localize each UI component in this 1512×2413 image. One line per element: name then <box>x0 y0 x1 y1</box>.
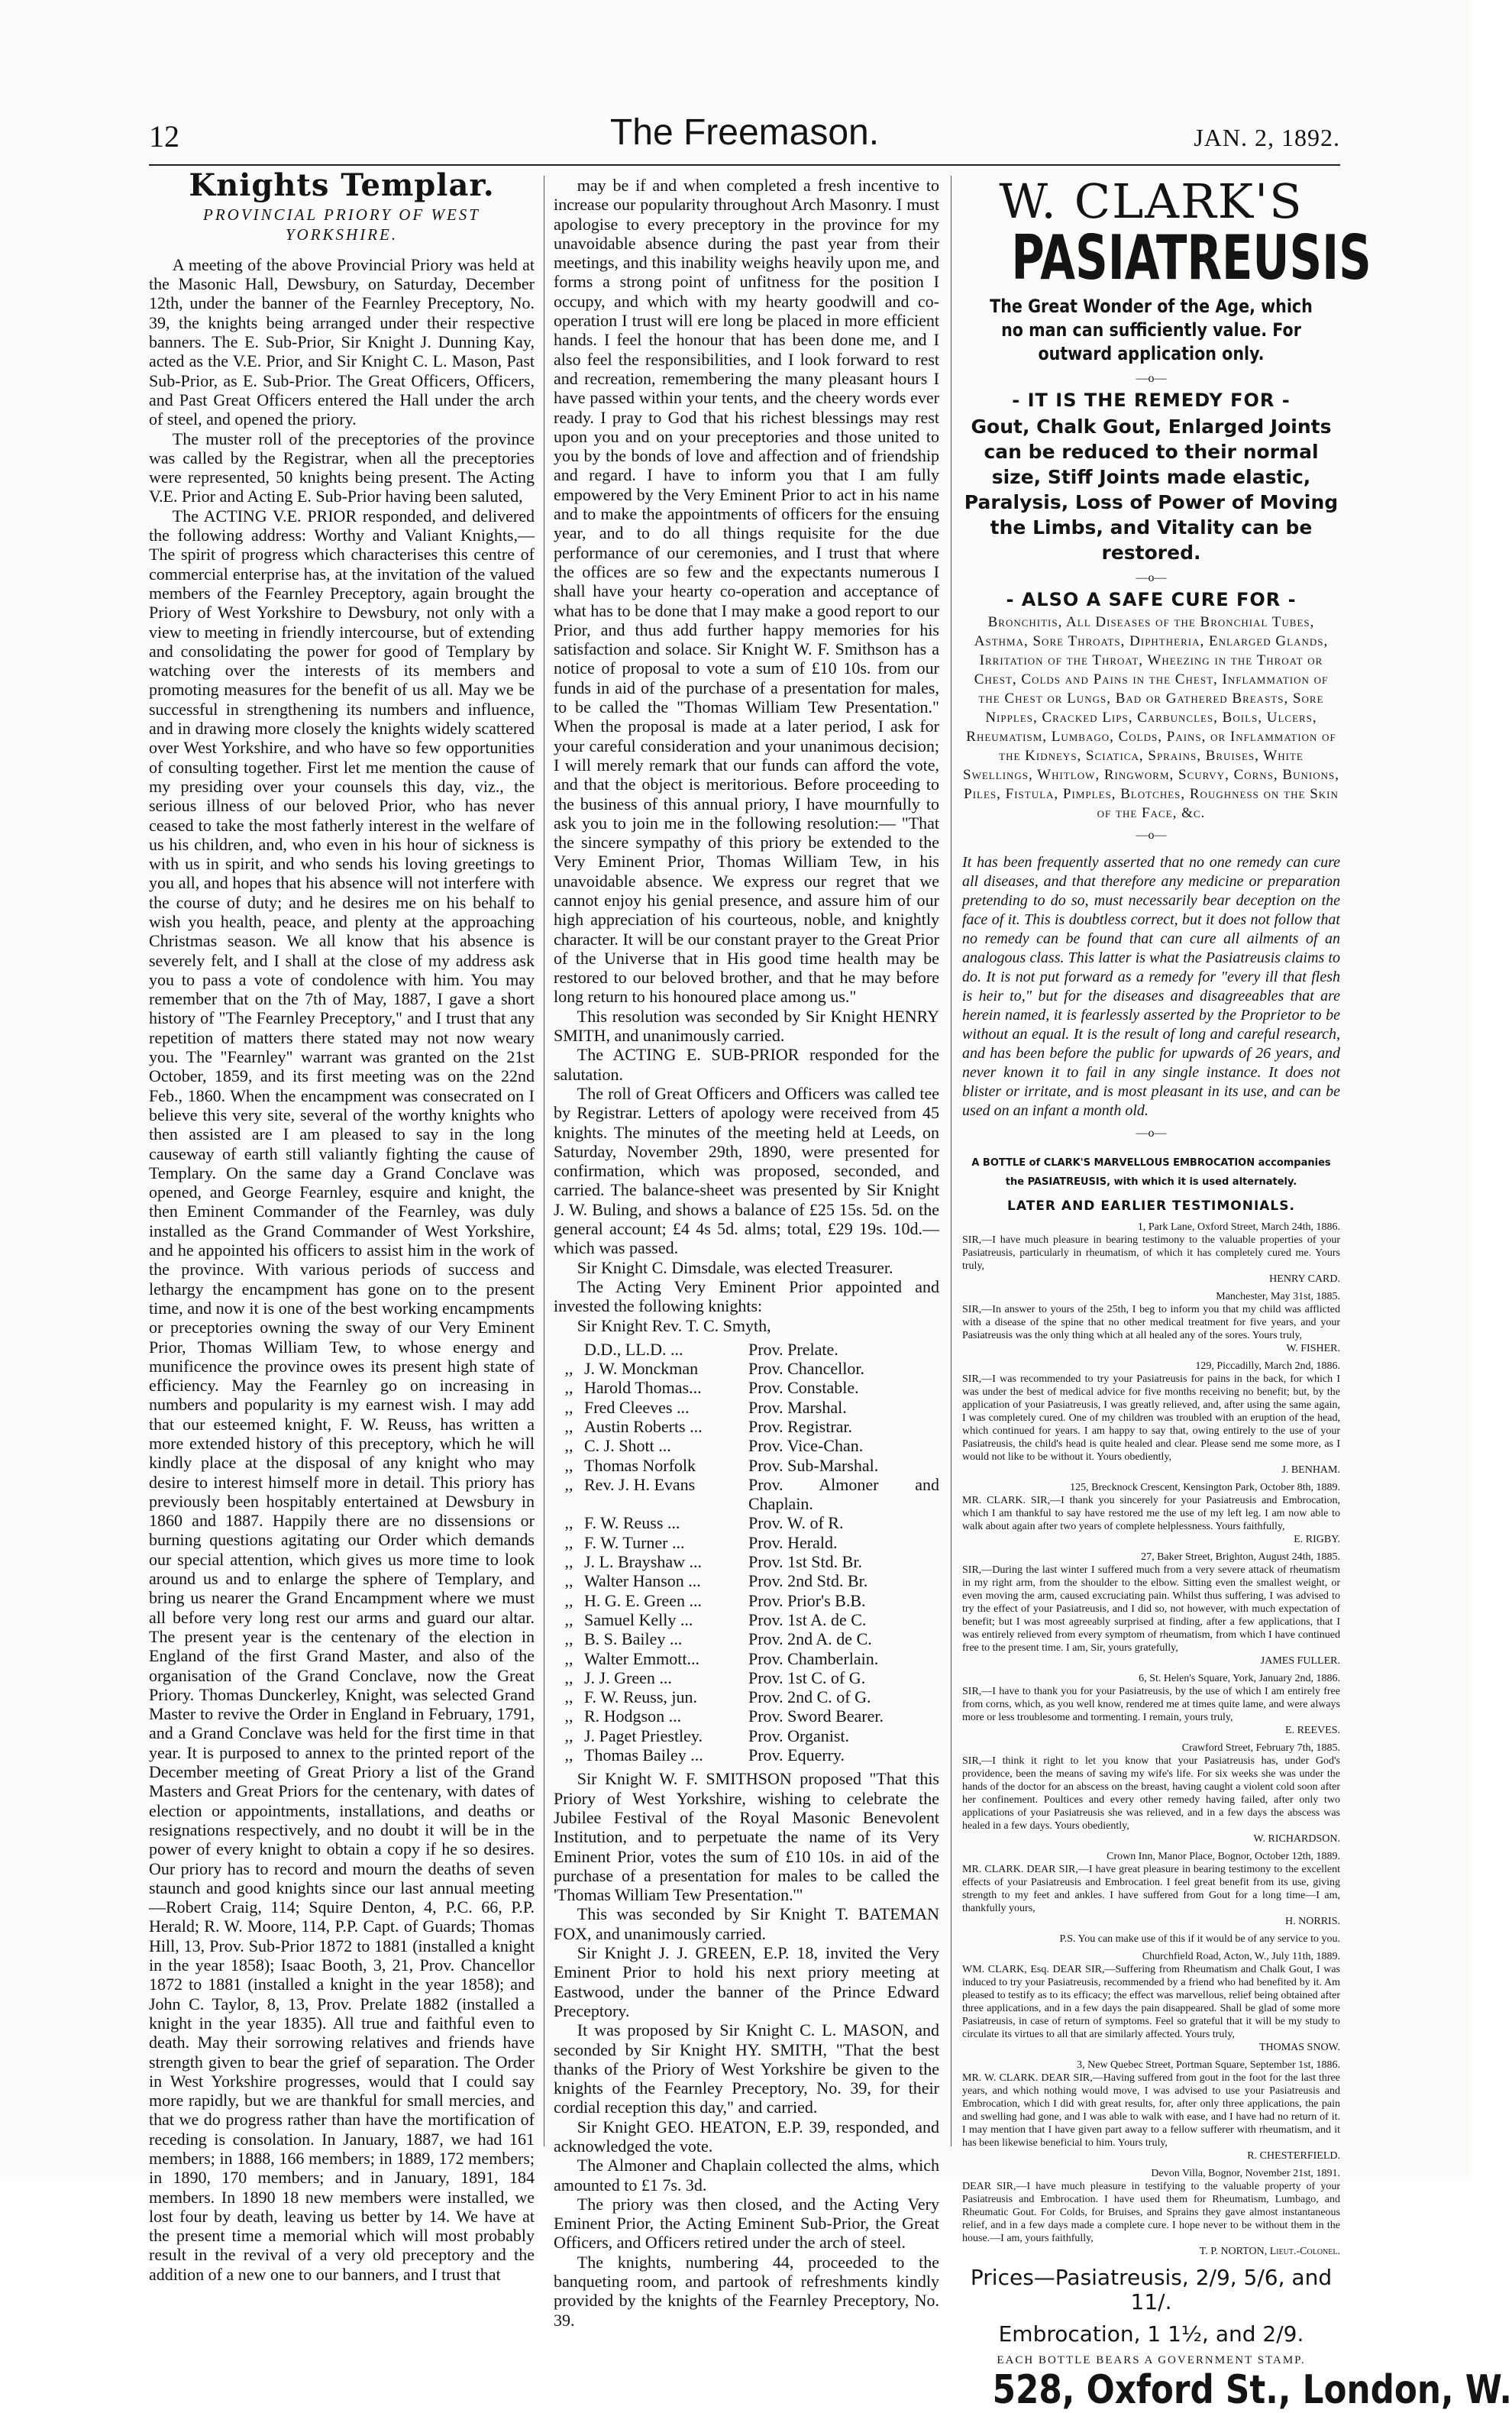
article-paragraph: The priory was then closed, and the Acting Very Eminent Prior, the Acting Eminent Sub-Prior, the Great Officers, and Officers retired under the arch of steel. <box>554 2194 939 2253</box>
testimonial-address: Devon Villa, Bognor, November 21st, 1891. <box>1151 2167 1340 2179</box>
officer-ditto-mark: ,, <box>564 1609 573 1629</box>
testimonial <box>962 1850 1340 1928</box>
testimonial <box>962 1481 1340 1546</box>
embrocation-price-line: Embrocation, 1 1½, and 2/9. <box>998 2321 1304 2347</box>
officer-office: Prov. 1st Std. Br. <box>748 1552 862 1572</box>
officer-ditto-mark: ,, <box>564 1474 573 1494</box>
advert-maker: W. CLARK'S <box>999 173 1304 229</box>
officer-row <box>554 1552 939 1571</box>
testimonial-signature: JAMES FULLER. <box>1260 1654 1340 1667</box>
officer-ditto-mark: ,, <box>564 1532 573 1552</box>
officer-ditto-mark <box>554 1340 584 1359</box>
officer-ditto-mark: ,, <box>564 1667 573 1687</box>
officer-ditto-mark: ,, <box>564 1378 573 1398</box>
testimonial-address: P.S. You can make use of this if it would be of any service to you. <box>1059 1933 1340 1945</box>
testimonial-address: 125, Brecknock Crescent, Kensington Park, October 8th, 1889. <box>1070 1481 1340 1493</box>
testimonial <box>962 2167 1340 2258</box>
officer-row <box>554 1571 939 1590</box>
testimonial-address: Crown Inn, Manor Place, Bognor, October 12th, 1889. <box>1107 1850 1340 1862</box>
ailments-list: Bronchitis, All Diseases of the Bronchial Tubes, Asthma, Sore Throats, Diphtheria, Enlarged Glands, Irritation of the Throat, Wheezing in the Throat or Chest, Colds and Pains in the Chest, Inflammation of the Chest or Lungs, Bad or Gathered Breasts, Sore Nipples, Cracked Lips, Carbuncles, Boils, Ulcers, Rheumatism, Lumbago, Colds, Pains, or Inflammation of the Kidneys, Sciatica, Sprains, Bruises, White Swellings, Whitlow, Ringworm, Scurvy, Corns, Bunions, Piles, Fistula, Pimples, Blotches, Roughness on the Skin of the Face, &c. <box>963 614 1339 822</box>
officer-row <box>554 1706 939 1726</box>
article-body <box>149 255 535 2284</box>
officer-row <box>554 1359 939 1378</box>
officer-row <box>554 1610 939 1629</box>
officer-office: Prov. 2nd Std. Br. <box>748 1571 868 1591</box>
article-paragraph: The Almoner and Chaplain collected the alms, which amounted to £1 7s. 3d. <box>554 2156 939 2195</box>
testimonial-body: MR. CLARK. DEAR SIR,—I have great pleasure in bearing testimony to the excellent effects of your Pasiatreusis and Embrocation. I feel great benefit from its use, giving strength to my feet and ankles. I have suffered from Gout for a long time—I am, thankfully yours, <box>962 1863 1340 1914</box>
article-body-continued <box>554 176 939 1316</box>
officer-row <box>554 1629 939 1648</box>
officer-office: Prov. Constable. <box>748 1378 859 1398</box>
officer-office: Prov. 2nd A. de C. <box>748 1629 872 1649</box>
article-paragraph: Sir Knight GEO. HEATON, E.P. 39, responded, and acknowledged the vote. <box>554 2117 939 2156</box>
testimonial-address: 129, Piccadilly, March 2nd, 1886. <box>1195 1360 1340 1372</box>
testimonial <box>962 1742 1340 1845</box>
officer-office: Prov. Herald. <box>748 1532 838 1552</box>
article-paragraph: This resolution was seconded by Sir Knight HENRY SMITH, and unanimously carried. <box>554 1006 939 1046</box>
testimonial-address: 3, New Quebec Street, Portman Square, September 1st, 1886. <box>1077 2059 1340 2071</box>
testimonial-body: DEAR SIR,—I have much pleasure in testifying to the valuable property of your Pasiatreusis and Embrocation. I have used them for Rheumatism, Lumbago, and Rheumatic Gout. For Colds, for Bruises, and Sprains they gave almost instantaneous relief, and in a few days made a complete cure. I hope never to be without them in the house.—I am, yours faithfully, <box>962 2180 1340 2244</box>
testimonial-address: Churchfield Road, Acton, W., July 11th, 1889. <box>1142 1950 1340 1962</box>
testimonial-body: SIR,—During the last winter I suffered much from a very severe attack of rheumatism in my right arm, from the shoulder to the elbow. Sitting even the smallest weight, or even moving the arm, caused excruciating pain. Whilst thus suffering, I was advised to try the effect of your Pasiatreusis, and I did so, not however, with much expectation of benefit; but I was most agreeably surprised at finding, after a few applications, that I was entirely relieved from every symptom of rheumatism, from which I have continued free to the present time. I am, Sir, yours gratefully, <box>962 1564 1340 1654</box>
testimonials-list <box>962 1221 1340 2258</box>
officer-name: Samuel Kelly ... <box>584 1609 693 1629</box>
article-paragraph: The knights, numbering 44, proceeded to the banqueting room, and partook of refreshments kindly provided by the knights of the Fearnley Preceptory, No. 39. <box>554 2252 939 2330</box>
advert-tagline: The Great Wonder of the Age, which no man can sufficiently value. For outward application only. <box>990 296 1313 365</box>
officer-row <box>554 1378 939 1397</box>
article-paragraph: may be if and when completed a fresh incentive to increase our popularity throughout Arch Masonry. I must apologise to every preceptory in the province for my unavoidable absence during the past year from their meetings, and this inability weighs heavily upon me, and forms a strong point of unfitness for the position I occupy, and which with my hearty goodwill and co-operation I trust will ere long be placed in more efficient hands. I feel the honour that has been done me, and I also feel the responsibilities, and I look forward to rest and recreation, remembering the many pleasant hours I have passed within your tents, and the cheery words ever ready. I pray to God that his richest blessings may rest upon you and on your preceptories and those united to you by the bonds of love and affection and of friendship and regard. I have to inform you that I am fully empowered by the Very Eminent Prior to act in his name and to make the appointments of officers for the ensuing year, and to do all things requisite for the due performance of our ceremonies, and I trust that where the offices are so few and the expectants numerous I shall have your hearty co-operation and acceptance of what has to be done that I may make a good report to our Prior, and thus add further happy memories for his satisfaction and solace. Sir Knight W. F. Smithson has a notice of proposal to vote a sum of £10 10s. from our funds in aid of the purchase of a presentation for males, to be called the "Thomas William Tew Presentation." When the proposal is made at a later period, I ask for your careful consideration and your unanimous decision; I will merely remark that our funds can afford the vote, and that the object is meritorious. Before proceeding to the business of this annual priory, I have mournfully to ask you to join me in the following resolution:— "That the sincere sympathy of this priory be extended to the Very Eminent Prior, Thomas William Tew, in his unavoidable absence. We express our regret that we cannot enjoy his genial presence, and assure him of our high appreciation of his courteous, noble, and knightly character. It will be our constant prayer to the Great Prior of the Universe that in His good time health may be restored to our beloved brother, and that he may before long return to his honoured place among us." <box>554 176 939 1007</box>
officer-office: Prov. W. of R. <box>748 1513 844 1533</box>
testimonial-signature: W. RICHARDSON. <box>1253 1832 1340 1845</box>
officer-name: Walter Emmott... <box>584 1648 699 1668</box>
officer-name: R. Hodgson ... <box>584 1706 682 1726</box>
testimonial-body: SIR,—I have much pleasure in bearing testimony to the valuable properties of your Pasiatreusis, particularly in rheumatism, of which it has completely cured me. Yours truly, <box>962 1234 1340 1272</box>
testimonial <box>962 1672 1340 1737</box>
officer-ditto-mark: ,, <box>564 1629 573 1649</box>
officer-row <box>554 1745 939 1764</box>
article-paragraph: Sir Knight C. Dimsdale, was elected Treasurer. <box>577 1257 893 1277</box>
testimonial-body: SIR,—I think it right to let you know that your Pasiatreusis has, under God's providence, been the means of saving my wife's life. For six weeks she was under the hands of the doctor for an abscess on the breast, having caught a violent cold soon after her confinement. Poultices and every other remedy having failed, after only two applications of your Pasiatreusis she was relieved, and in a few days the abscess was healed in a few days. Yours obediently, <box>962 1755 1340 1832</box>
officer-name: J. Paget Priestley. <box>584 1726 703 1745</box>
officer-name: Rev. J. H. Evans <box>584 1474 696 1494</box>
testimonial-body: WM. CLARK, Esq. DEAR SIR,—Suffering from Rheumatism and Chalk Gout, I was induced to try your Pasiatreusis, recommended by a friend who had benefited by it. Am pleased to testify as to its efficacy; the effect was marvellous, relief being obtained after three applications, and in a few days the pain disappeared. Shall be glad of some more Pasiatreusis, in case of return of symptoms. Feel so grateful that it will be my study to circulate its virtues to all that are similarly affected. Yours truly, <box>962 1963 1340 2040</box>
officer-office: Prov. Almoner and Chaplain. <box>748 1474 939 1514</box>
officer-ditto-mark: ,, <box>564 1359 573 1379</box>
testimonial <box>962 1360 1340 1477</box>
officer-row <box>554 1649 939 1668</box>
testimonial-address: Crawford Street, February 7th, 1885. <box>1181 1742 1340 1754</box>
officer-row <box>554 1726 939 1745</box>
officer-name: B. S. Bailey ... <box>584 1629 683 1649</box>
testimonial <box>962 1290 1340 1355</box>
officer-ditto-mark: ,, <box>564 1513 573 1533</box>
officer-office: Prov. Prior's B.B. <box>748 1590 866 1610</box>
section-title: Knights Templar. <box>189 167 495 203</box>
officer-ditto-mark: ,, <box>564 1571 573 1591</box>
embrocation-note: A BOTTLE of CLARK'S MARVELLOUS EMBROCATION accompanies the PASIATREUSIS, with which it is used alternately. <box>971 1156 1331 1189</box>
testimonial-signature: THOMAS SNOW. <box>1258 2041 1340 2053</box>
officer-office: Prov. Chamberlain. <box>748 1648 879 1668</box>
officer-row <box>554 1591 939 1610</box>
testimonial-address: Manchester, May 31st, 1885. <box>1216 1290 1340 1302</box>
officer-office: Prov. Marshal. <box>748 1397 847 1417</box>
testimonial-signature: W. FISHER. <box>1286 1342 1340 1354</box>
officer-row <box>554 1668 939 1687</box>
testimonial <box>962 1950 1340 2054</box>
officer-row <box>554 1475 939 1514</box>
article-paragraph: Sir Knight J. J. GREEN, E.P. 18, invited the Very Eminent Prior to hold his next priory meeting at Eastwood, under the banner of the Prince Edward Preceptory. <box>554 1943 939 2020</box>
testimonial-signature: HENRY CARD. <box>1269 1273 1340 1285</box>
separator: —o— <box>1136 372 1167 386</box>
article-column-1 <box>149 167 535 2284</box>
officer-name: J. W. Monckman <box>584 1359 699 1379</box>
officer-office: Prov. Vice-Chan. <box>748 1436 864 1456</box>
officer-ditto-mark: ,, <box>564 1436 573 1456</box>
officer-row <box>554 1340 939 1359</box>
officer-name: Walter Hanson ... <box>584 1571 701 1591</box>
officer-ditto-mark: ,, <box>564 1397 573 1417</box>
officer-ditto-mark: ,, <box>564 1745 573 1765</box>
officer-row <box>554 1398 939 1417</box>
article-paragraph: The muster roll of the preceptories of the province was called by the Registrar, when all the preceptories were represented, 50 knights being present. The Acting V.E. Prior and Acting E. Sub-Prior having been saluted, <box>149 429 535 506</box>
officer-ditto-mark: ,, <box>564 1590 573 1610</box>
page-number: 12 <box>149 119 179 154</box>
testimonial <box>962 1221 1340 1286</box>
officers-intro: Sir Knight Rev. T. C. Smyth, <box>577 1315 771 1335</box>
officer-name: Thomas Norfolk <box>584 1455 696 1475</box>
officer-row <box>554 1436 939 1455</box>
officer-name: F. W. Reuss ... <box>584 1513 680 1533</box>
officer-row <box>554 1456 939 1475</box>
safe-cure-heading: - ALSO A SAFE CURE FOR - <box>1006 589 1297 611</box>
testimonial-signature: E. RIGBY. <box>1294 1533 1340 1545</box>
article-paragraph: The ACTING E. SUB-PRIOR responded for the salutation. <box>554 1045 939 1084</box>
officer-office: Prov. 2nd C. of G. <box>748 1687 871 1707</box>
officer-name: J. J. Green ... <box>584 1667 672 1687</box>
testimonial-signature: E. REEVES. <box>1285 1724 1340 1736</box>
officer-ditto-mark: ,, <box>564 1706 573 1726</box>
article-body-closing <box>554 1769 939 2330</box>
separator: —o— <box>1136 1126 1167 1140</box>
officer-row <box>554 1533 939 1552</box>
masthead: The Freemason. <box>609 112 880 153</box>
officer-ditto-mark: ,, <box>564 1648 573 1668</box>
stamp-note: EACH BOTTLE BEARS A GOVERNMENT STAMP. <box>997 2353 1306 2366</box>
officer-ditto-mark: ,, <box>564 1552 573 1572</box>
testimonial-body: MR. W. CLARK. DEAR SIR,—Having suffered from gout in the foot for the last three years, and which nothing would move, I was advised to use your Pasiatreusis and Embrocation, which I did with great results, for, after only three applications, the pain and swelling had gone, and I was able to walk with ease, and I have had no return of it. I may mention that I have given part away to a fellow sufferer with rheumatism, and it has been likewise beneficial to him. Yours truly, <box>962 2072 1340 2149</box>
testimonial <box>962 1551 1340 1667</box>
advert-claim-text: It has been frequently asserted that no one remedy can cure all diseases, and that therefore any medicine or preparation pretending to do so, must necessarily bear deception on the face of it. This is doubtless correct, but it does not follow that no remedy can be found that can cure all ailments of an analogous class. This latter is what the Pasiatreusis claims to do. It is not put forward as a remedy for "every ill that flesh is heir to," but for the diseases and disagreeables that are herein named, it is fearlessly asserted by the Proprietor to be without an equal. It is the result of long and careful research, and has been before the public for upwards of 26 years, and never known it to fail in any single instance. It does not blister or irritate, and is most pleasant in its use, and can be used on an infant a month old. <box>962 853 1340 1119</box>
article-subtitle: PROVINCIAL PRIORY OF WEST YORKSHIRE. <box>203 205 480 244</box>
officer-office: Prov. Sub-Marshal. <box>748 1455 879 1475</box>
testimonial-body: MR. CLARK. SIR,—I thank you sincerely for your Pasiatreusis and Embrocation, which I am thankful to say have restored me the use of my left leg. I am now able to walk about again after two years of complete helplessness. Yours faithfully, <box>962 1494 1340 1532</box>
officer-name: J. L. Brayshaw ... <box>584 1552 702 1572</box>
article-paragraph: The roll of Great Officers and Officers was called tee by Registrar. Letters of apology were received from 45 knights. The minutes of the meeting held at Leeds, on Saturday, November 29th, 1890, were presented for confirmation, which was proposed, seconded, and carried. The balance-sheet was presented by Sir Knight J. W. Buling, and shows a balance of £25 15s. 5d. on the general account; £4 4s 5d. alms; total, £29 19s. 10d.—which was passed. <box>554 1083 939 1258</box>
officer-office: Prov. Chancellor. <box>748 1359 864 1379</box>
remedy-heading: - IT IS THE REMEDY FOR - <box>1012 390 1291 412</box>
testimonial-signature: R. CHESTERFIELD. <box>1247 2149 1340 2162</box>
officer-office: Prov. Registrar. <box>748 1417 853 1436</box>
article-paragraph: Sir Knight W. F. SMITHSON proposed "That this Priory of West Yorkshire, wishing to celebrate the Jubilee Festival of the Royal Masonic Benevolent Institution, and to perpetuate the name of its Very Eminent Prior, votes the sum of £10 10s. in aid of the purchase of a presentation for males to be called the 'Thomas William Tew Presentation.'" <box>554 1769 939 1905</box>
prices-line: Prices—Pasiatreusis, 2/9, 5/6, and 11/. <box>970 2264 1333 2314</box>
advertisement <box>962 173 1512 2413</box>
testimonial-signature: J. BENHAM. <box>1281 1464 1340 1476</box>
officer-name: D.D., LL.D. ... <box>584 1339 683 1359</box>
officer-ditto-mark: ,, <box>564 1455 573 1475</box>
issue-date: JAN. 2, 1892. <box>1194 124 1340 151</box>
testimonial <box>962 1933 1340 1946</box>
testimonial <box>962 2059 1340 2162</box>
page-header <box>149 112 1340 160</box>
header-rule <box>149 164 1340 166</box>
advert-product-name: PASIATREUSIS <box>1011 222 1371 294</box>
article-paragraph: This was seconded by Sir Knight T. BATEMAN FOX, and unanimously carried. <box>554 1904 939 1943</box>
advert-address: 528, Oxford St., London, W. <box>992 2367 1512 2413</box>
officer-office: Prov. 1st A. de C. <box>748 1609 867 1629</box>
separator: —o— <box>1136 829 1167 843</box>
testimonial-address: 1, Park Lane, Oxford Street, March 24th, 1886. <box>1137 1221 1340 1233</box>
officer-ditto-mark: ,, <box>564 1726 573 1745</box>
officer-name: Thomas Bailey ... <box>584 1745 703 1765</box>
testimonial-body: SIR,—I have to thank you for your Pasiatreusis, by the use of which I am entirely free from corns, which, as you well know, rendered me at times quite lame, and were always more or less troublesome and tormenting. I remain, yours truly, <box>962 1685 1340 1723</box>
officer-name: F. W. Turner ... <box>584 1532 685 1552</box>
officer-office: Prov. Prelate. <box>748 1339 838 1359</box>
officer-office: Prov. Organist. <box>748 1726 849 1745</box>
testimonial-body: SIR,—I was recommended to try your Pasiatreusis for pains in the back, for which I was under the best of medical advice for five months receiving no benefit; but, by the application of your Pasiatreusis, I was greatly relieved, and, after using the same again, I was completely cured. One of my children was troubled with an eruption of the head, which continued for years. I am happy to say that, owing entirely to the use of your Pasiatreusis, the child's head is quite healed and clear. Please send me some more, as I would not like to be without it. Yours obediently, <box>962 1373 1340 1463</box>
officer-row <box>554 1513 939 1532</box>
testimonial-signature: H. NORRIS. <box>1285 1915 1340 1927</box>
officers-list <box>554 1340 939 1765</box>
testimonial-address: 6, St. Helen's Square, York, January 2nd, 1886. <box>1139 1672 1340 1684</box>
officer-name: Fred Cleeves ... <box>584 1397 690 1417</box>
remedy-text: Gout, Chalk Gout, Enlarged Joints can be reduced to their normal size, Stiff Joints made elastic, Paralysis, Loss of Power of Moving the Limbs, and Vitality can be restored. <box>964 415 1339 564</box>
article-paragraph: The Acting Very Eminent Prior appointed and invested the following knights: <box>554 1276 939 1316</box>
officer-name: F. W. Reuss, jun. <box>584 1687 697 1707</box>
testimonial-signature: T. P. NORTON, Lieut.-Colonel. <box>1199 2245 1340 2257</box>
officer-office: Prov. 1st C. of G. <box>748 1667 866 1687</box>
officer-name: Harold Thomas... <box>584 1378 702 1398</box>
officer-name: C. J. Shott ... <box>584 1436 671 1456</box>
officer-office: Prov. Equerry. <box>748 1745 845 1765</box>
article-paragraph: It was proposed by Sir Knight C. L. MASON, and seconded by Sir Knight HY. SMITH, "That the best thanks of the Priory of West Yorkshire be given to the knights of the Fearnley Preceptory, No. 39, for their cordial reception this day," and carried. <box>554 2020 939 2117</box>
officer-ditto-mark: ,, <box>564 1687 573 1707</box>
testimonial-address: 27, Baker Street, Brighton, August 24th, 1885. <box>1141 1551 1340 1563</box>
article-paragraph: The ACTING V.E. PRIOR responded, and delivered the following address: Worthy and Valiant Knights,—The spirit of progress which characterises this centre of commercial enterprise has, at the invitation of the valued members of the Fearnley Preceptory, again brought the Priory of West Yorkshire to Dewsbury, not only with a view to meeting in friendly intercourse, but of extending and consolidating the power for good of Templary by watching over the interests of its members and promoting measures for the benefit of us all. May we be successful in strengthening its numbers and influence, and in drawing more closely the knights widely scattered over West Yorkshire, and who have so few opportunities of consulting together. First let me mention the cause of my presiding over your counsels this day, viz., the serious illness of our beloved Prior, who has never ceased to take the most fatherly interest in the welfare of us his children, and, who even in his hour of sickness is with us in spirit, and who sends his loving greetings to you all, and hopes that his absence will not interfere with the course of duty; and he desires me on his behalf to wish you health, peace, and plenty at the approaching Christmas season. We all know that his absence is severely felt, and I shall at the close of my address ask you to pass a vote of condolence with him. You may remember that on the 7th of May, 1887, I gave a short history of "The Fearnley Preceptory," and I trust that any repetition of matters there stated may not now weary you. The "Fearnley" warrant was granted on the 21st October, 1859, and its first meeting was on the 22nd Feb., 1860. When the encampment was consecrated on I believe this very site, several of the worthy knights who then assisted are I am pleased to say in the long causeway of earth still valiantly fighting the cause of Templary. On the same day a Grand Conclave was opened, and George Fearnley, esquire and knight, the then Eminent Commander of the Fearnley, was duly installed as the Grand Commander of West Yorkshire, and he appointed his officers to assist him in the work of the province. With various periods of success and lethargy the encampment has gone on to the present time, and now it is one of the best working encampments or preceptories owning the sway of our Very Eminent Prior, Thomas William Tew, to whose energy and munificence the province owes its present high state of efficiency. May the Fearnley go on increasing in numbers and popularity is my earnest wish. I may add that our esteemed knight, F. W. Reuss, has written a more extended history of this preceptory, which he will kindly place at the disposal of any knight who may desire to interest himself more in detail. This priory has previously been hospitably entertained at Dewsbury in 1860 and 1887. Happily there are no dissensions or burning questions agitating our Order which demands our special attention, which gives us more time to look around us and to enlarge the sphere of Templary, and bring us nearer the Grand Encampment where we must all before very long rest our arms and guard our altar. The present year is the centenary of the election in England of the first Grand Master, and also of the organisation of the Grand Conclave, now the Great Priory. Thomas Dunckerley, Knight, was selected Grand Master to revive the Order in England in February, 1791, and a Grand Conclave was held for the first time in that year. It is purposed to annex to the printed report of the December meeting of Great Priory a list of the Grand Masters and Great Priors for the centenary, with dates of election or appointments, installations, and deaths or resignations respectively, and no doubt it will be in the power of every knight to obtain a copy if he so desires. Our priory has to record and mourn the deaths of seven staunch and good knights since our last annual meeting—Robert Craig, 114; Squire Denton, 4, P.C. 66, P.P. Herald; R. W. Moore, 114, P.P. Capt. of Guards; Thomas Hill, 13, Prov. Sub-Prior 1872 to 1881 (installed a knight in the year 1858); Isaac Booth, 3, 21, Prov. Chancellor 1872 to 1881 (installed a knight in the year 1858); and John C. Taylor, 8, 13, Prov. Prelate 1882 (installed a knight in the year 1835). All true and faithful even to death. May their sorrowing relatives and friends have strength given to bear the grief of separation. The Order in West Yorkshire progresses, would that I could say more rapidly, but we are thankful for small mercies, and that we do progress rather than have the mortification of receding is consolation. In January, 1887, we had 161 members; in 1888, 166 members; in 1889, 172 members; in 1890, 170 members; and in January, 1891, 184 members. In 1890 18 new members were installed, we lost four by death, leaving us better by 14. We have at the present time a memorial which will most probably result in the revival of a very old preceptory and the addition of a new one to our banners, and I trust that <box>149 506 535 2284</box>
article-paragraph: A meeting of the above Provincial Priory was held at the Masonic Hall, Dewsbury, on Saturday, December 12th, under the banner of the Fearnley Preceptory, No. 39, the knights being arranged under their respective banners. The E. Sub-Prior, Sir Knight J. Dunning Kay, acted as the V.E. Prior, and Sir Knight C. L. Mason, Past Sub-Prior, as E. Sub-Prior. The Great Officers, Officers, and Past Great Officers entered the Hall under the arch of steel, and opened the priory. <box>149 254 535 429</box>
article-column-2 <box>554 176 939 2330</box>
testimonial-body: SIR,—In answer to yours of the 25th, I beg to inform you that my child was afflicted with a disease of the spine that no other medical treatment for five years, and your Pasiatreusis was the only thing which at all healed any of the sores. Yours truly, <box>962 1303 1340 1341</box>
officer-name: H. G. E. Green ... <box>584 1590 702 1610</box>
testimonials-heading: LATER AND EARLIER TESTIMONIALS. <box>1007 1198 1295 1214</box>
officer-row <box>554 1417 939 1436</box>
officer-office: Prov. Sword Bearer. <box>748 1706 884 1726</box>
officer-row <box>554 1687 939 1706</box>
officer-name: Austin Roberts ... <box>584 1417 703 1436</box>
officer-ditto-mark: ,, <box>564 1417 573 1436</box>
separator: —o— <box>1136 571 1167 584</box>
